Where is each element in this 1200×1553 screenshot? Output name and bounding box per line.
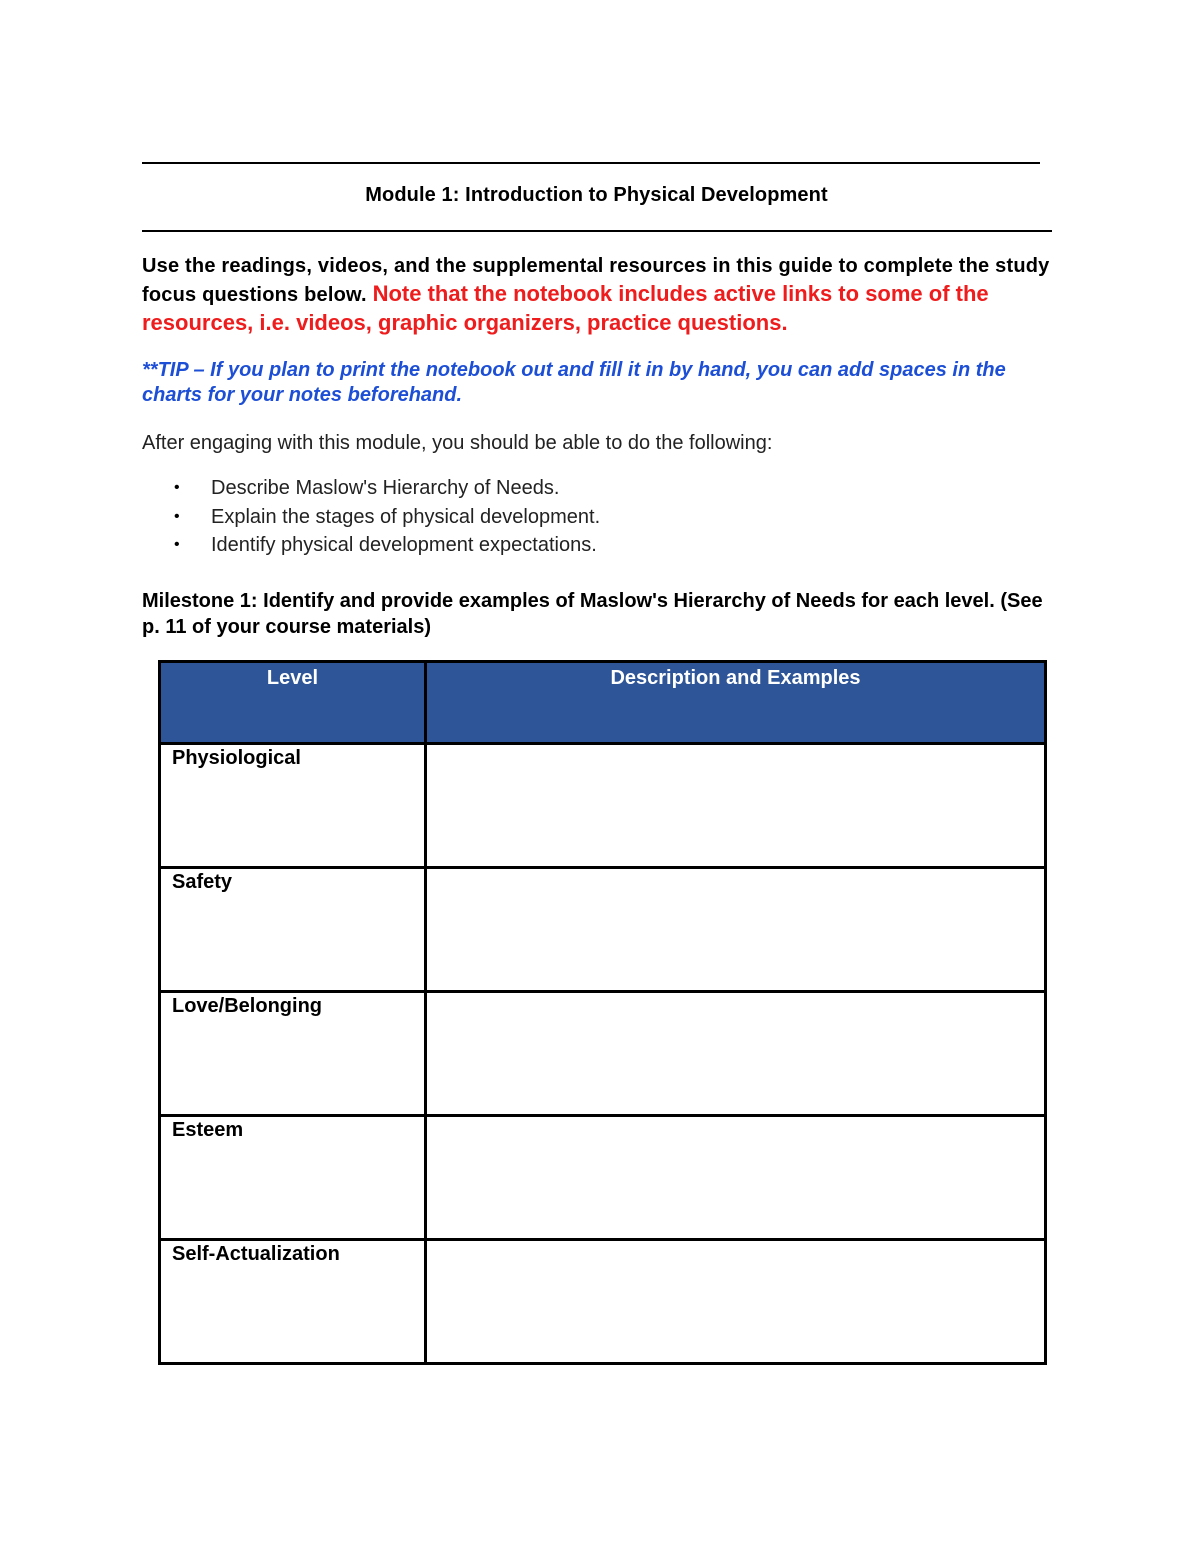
list-item: • Describe Maslow's Hierarchy of Needs. bbox=[142, 474, 600, 503]
top-divider-rule bbox=[142, 162, 1040, 164]
header-level: Level bbox=[160, 662, 426, 744]
table-row bbox=[160, 1116, 1046, 1240]
bullet-icon: • bbox=[174, 536, 180, 553]
level-cell: Safety bbox=[160, 868, 426, 992]
hierarchy-table bbox=[158, 660, 1047, 1365]
intro-paragraph bbox=[142, 253, 1062, 338]
intro-note-red: Note that the notebook includes active links to some of the resources, i.e. videos, graphic organizers, practice questions. bbox=[142, 281, 989, 335]
list-item: • Identify physical development expectations. bbox=[142, 531, 600, 560]
level-cell: Physiological bbox=[160, 744, 426, 868]
description-cell[interactable] bbox=[426, 1240, 1046, 1364]
level-cell: Esteem bbox=[160, 1116, 426, 1240]
bullet-icon: • bbox=[174, 479, 180, 496]
table-row bbox=[160, 868, 1046, 992]
table-row bbox=[160, 1240, 1046, 1364]
objectives-lead: After engaging with this module, you should be able to do the following: bbox=[142, 432, 773, 454]
description-cell[interactable] bbox=[426, 744, 1046, 868]
milestone-heading: Milestone 1: Identify and provide examples of Maslow's Hierarchy of Needs for each level. (See p. 11 of your course materials) bbox=[142, 590, 1043, 638]
table-row bbox=[160, 992, 1046, 1116]
objectives-list bbox=[142, 474, 600, 560]
list-item: • Explain the stages of physical development. bbox=[142, 503, 600, 532]
bullet-icon: • bbox=[174, 507, 180, 525]
level-cell: Self-Actualization bbox=[160, 1240, 426, 1364]
tip-paragraph: **TIP – If you plan to print the notebook out and fill it in by hand, you can add spaces in the charts for your notes beforehand. bbox=[142, 359, 1006, 406]
description-cell[interactable] bbox=[426, 992, 1046, 1116]
description-cell[interactable] bbox=[426, 868, 1046, 992]
description-cell[interactable] bbox=[426, 1116, 1046, 1240]
page-title: Module 1: Introduction to Physical Development bbox=[365, 184, 828, 206]
table-row bbox=[160, 744, 1046, 868]
header-description: Description and Examples bbox=[426, 662, 1046, 744]
level-cell: Love/Belonging bbox=[160, 992, 426, 1116]
bottom-divider-rule bbox=[142, 230, 1052, 232]
intro-instructions: Use the readings, videos, and the supplemental resources in this guide to complete the study focus questions below. bbox=[142, 255, 1050, 306]
table-header-row bbox=[160, 662, 1046, 744]
